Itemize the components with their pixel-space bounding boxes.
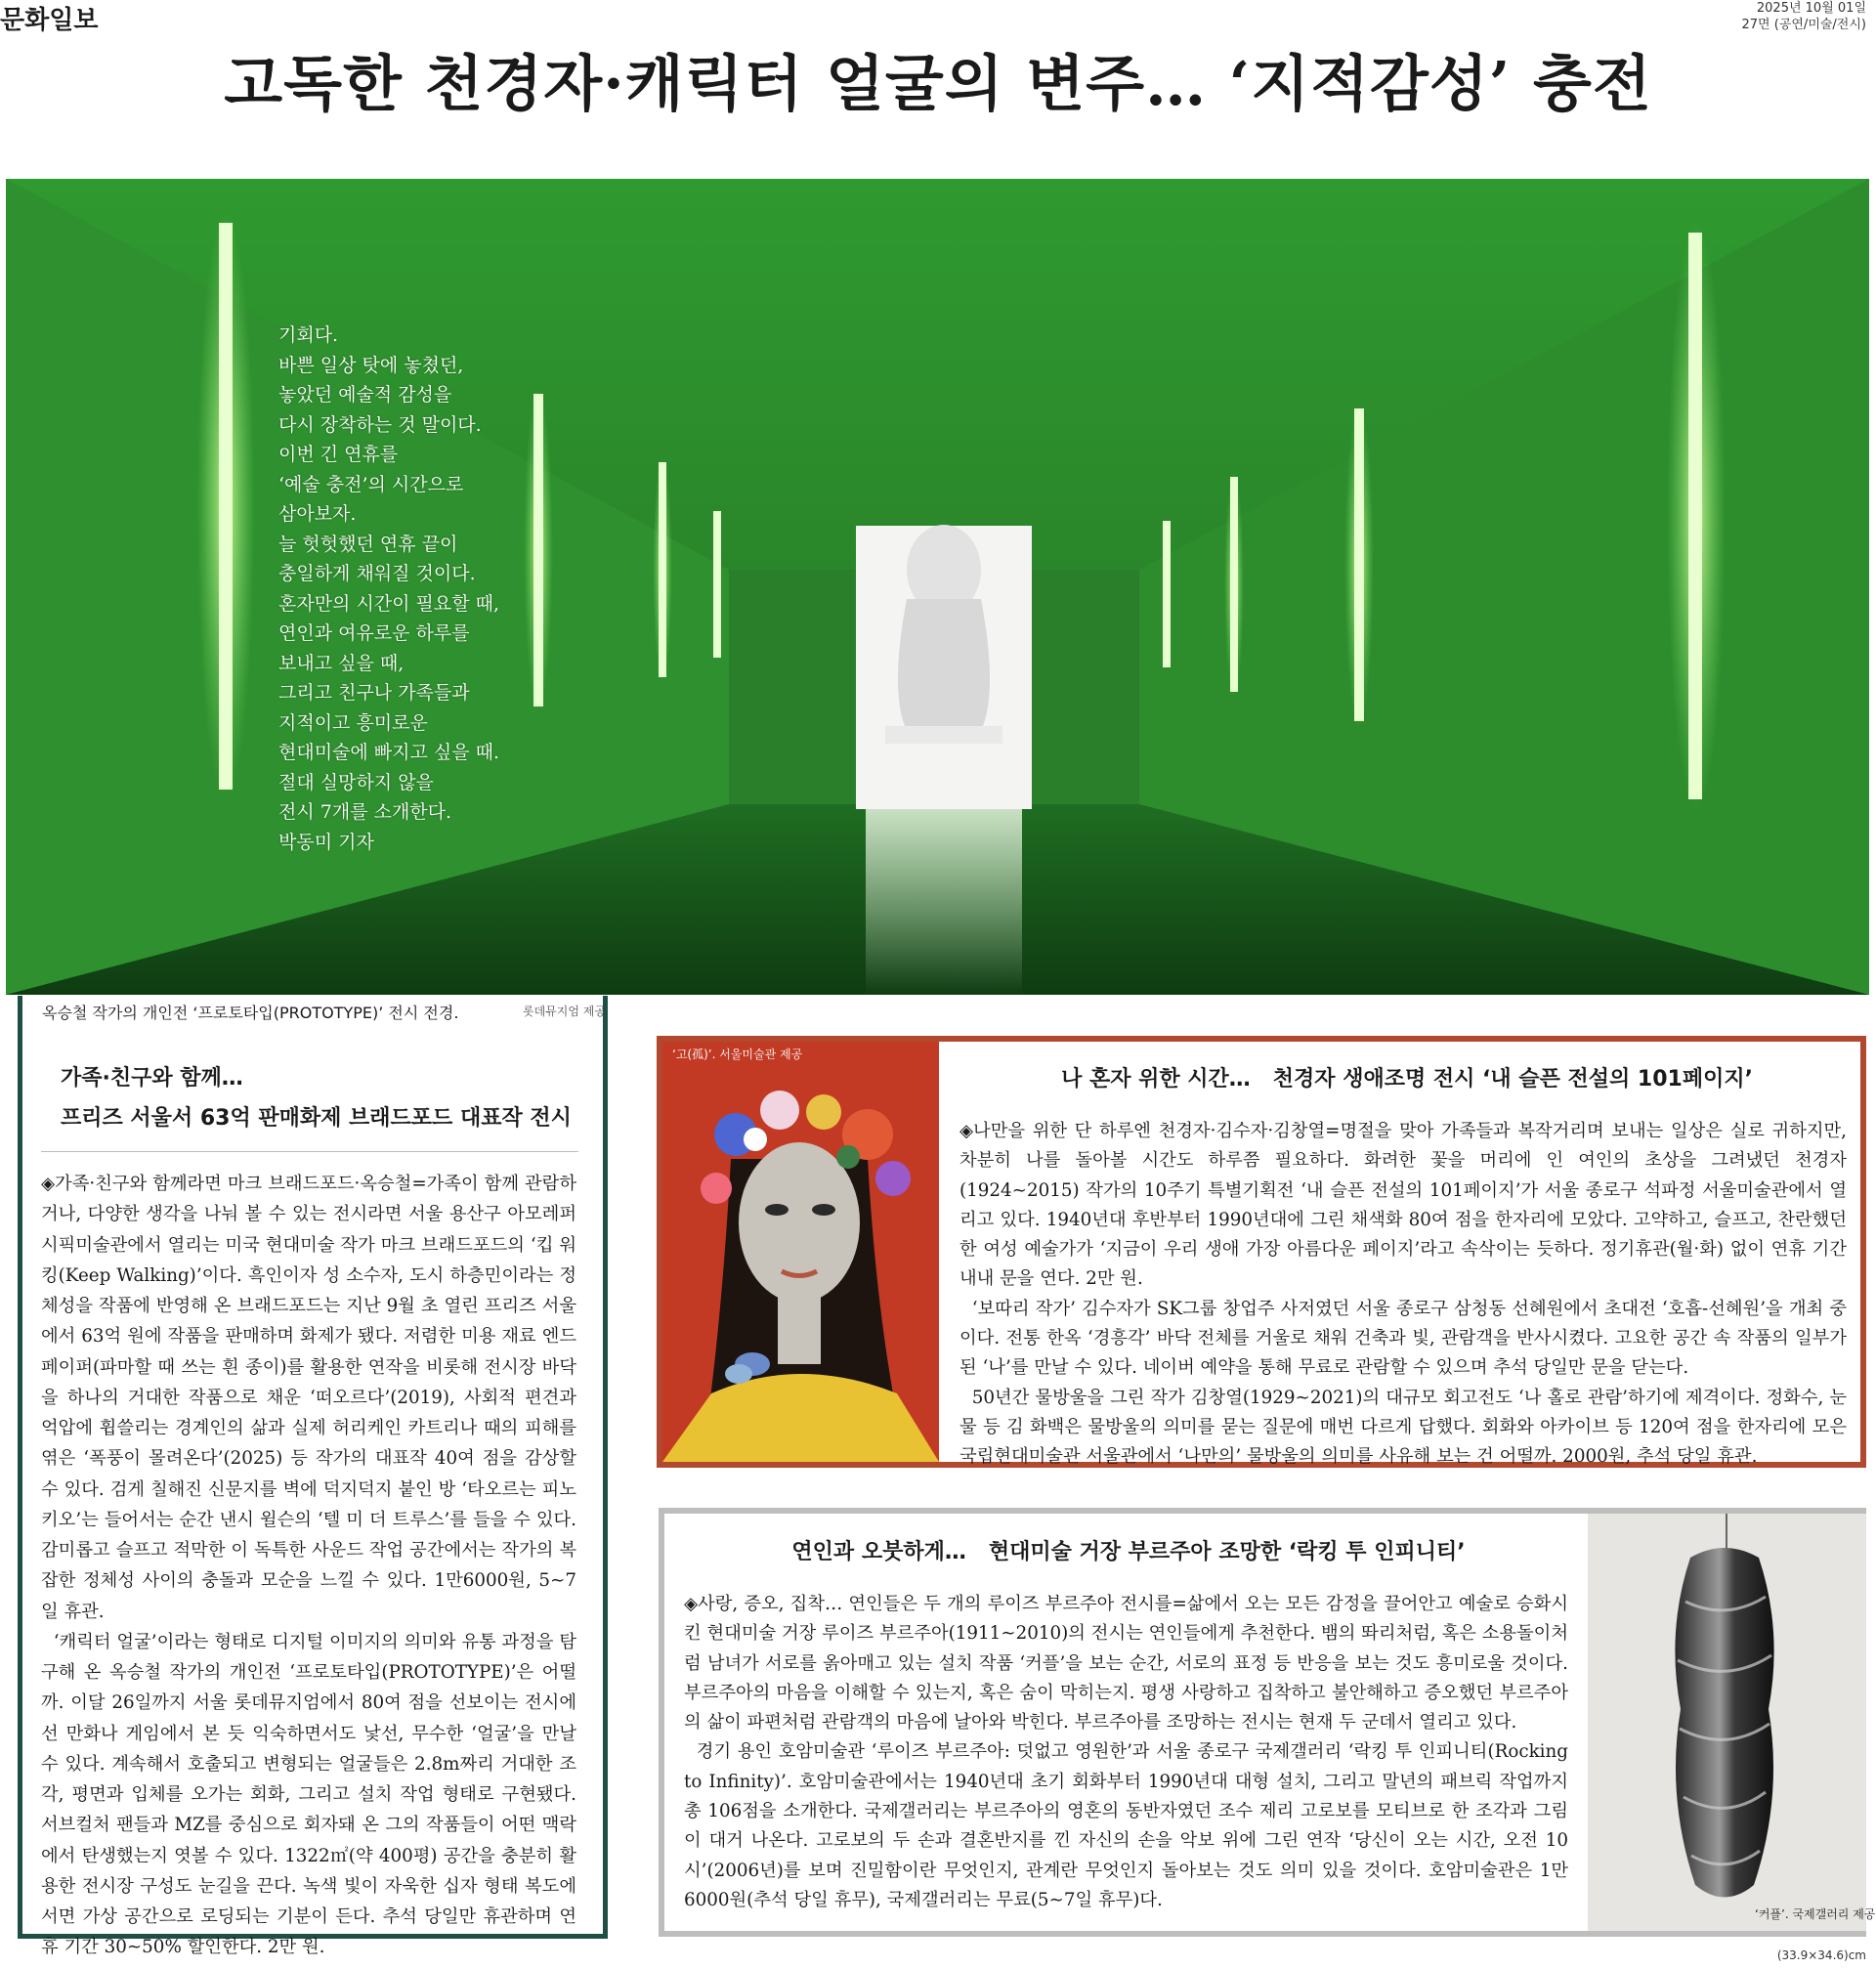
paragraph: 50년간 물방울을 그린 작가 김창열(1929∼2021)의 대규모 회고전도 ‘나 홀로 관람’하기에 제격이다. 정화수, 눈물 등 김 화백은 물방울의 의미를 묻는 질문에 매번 다르게 답했다. 회화와 아카이브 등 120여 점을 한자리에 모은 국립현대미술관 서울관에서 ‘나만의’ 물방울의 의미를 사유해 보는 건 어떨까. 2000원, 추석 당일 휴관. (959, 1387, 1847, 1468)
floor-reflection (866, 809, 1022, 995)
paragraph: 경기 용인 호암미술관 ‘루이즈 부르주아: 덧없고 영원한’과 서울 종로구 국제갤러리 ‘락킹 투 인피니티(Rocking to Infinity)’. 호암미술관에서는 1940년대 초기 회화부터 1990년대 대형 설치, 그리고 말년의 패브릭 작업까지 총 106점을 소개한다. 국제갤러리는 부르주아의 영혼의 동반자였던 조수 제리 고로보를 모티브로 한 조각과 그림이 대거 나온다. 고로보의 두 손과 결혼반지를 낀 자신의 손을 악보 위에 그린 연작 ‘당신이 오는 시간, 오전 10시’(2006년)를 보며 진밀함이란 무엇인지, 관계란 무엇인지 돌아보는 것도 의미 있을 것이다. 호암미술관은 1만6000원(추석 당일 휴무), 국제갤러리는 무료(5∼7일 휴무)다. (684, 1741, 1568, 1910)
newspaper-masthead: 문화일보 (0, 6, 99, 35)
painting-caption: ‘고(孤)’. 서울미술관 제공 (672, 1048, 803, 1061)
main-photo-credit: 롯데뮤지엄 제공 (523, 1005, 606, 1018)
right-bottom-title: 현대미술 거장 부르주아 조망한 ‘락킹 투 인피니티’ (988, 1540, 1466, 1564)
intro-text: 기회다. 바쁜 일상 탓에 놓쳤던, 놓았던 예술적 감성을 다시 장착하는 것 말이다. 이번 긴 연휴를 ‘예술 충전’의 시간으로 삼아보자. 늘 헛헛했던 연휴 끝이 충일하게 채워질 것이다. 혼자만의 시간이 필요할 때, 연인과 여유로운 하루를 보내고 싶을 때, 그리고 친구나 가족들과 지적이고 흥미로운 현대미술에 빠지고 싶을 때. 절대 실망하지 않을 전시 7개를 소개한다. 박동미 기자 (278, 324, 500, 853)
paragraph: ◈나만을 위한 단 하루엔 천경자·김수자·김창열=명절을 맞아 가족들과 복작거리며 보내는 일상은 실로 귀하지만, 차분히 나를 돌아볼 시간도 하루쯤 필요하다. 화려한 꽃을 머리에 인 여인의 초상을 그려냈던 천경자(1924∼2015) 작가의 10주기 특별기획전 ‘내 슬픈 전설의 101페이지’가 서울 종로구 석파정 서울미술관에서 열리고 있다. 1940년대 후반부터 1990년대에 그린 채색화 80여 점을 한자리에 모았다. 고약하고, 슬프고, 찬란했던 한 여성 예술가가 ‘지금이 우리 생애 가장 아름다운 페이지’라고 속삭이는 듯하다. 정기휴관(월·화) 없이 연휴 기간 내내 문을 연다. 2만 원. (959, 1121, 1847, 1290)
left-article-divider (41, 1151, 578, 1152)
issue-date: 2025년 10월 01일 (1756, 1, 1866, 16)
paragraph: ‘보따리 작가’ 김수자가 SK그룹 창업주 사저였던 서울 종로구 삼청동 선혜원에서 초대전 ‘호흡-선혜원’을 개최 중이다. 전통 한옥 ‘경흥각’ 바닥 전체를 거울로 채워 건축과 빛, 관람객을 반사시켰다. 고요한 공간 속 작품의 일부가 된 ‘나’를 만날 수 있다. 네이버 예약을 통해 무료로 관람할 수 있으며 추석 당일만 문을 닫는다. (959, 1298, 1847, 1379)
left-article-body (41, 1169, 576, 1963)
page-headline: 고독한 천경자·캐릭터 얼굴의 변주… ‘지적감성’ 충전 (224, 48, 1652, 119)
page-dimensions: (33.9×34.6)cm (1776, 1948, 1866, 1962)
right-top-article-heading (967, 1062, 1847, 1092)
dateline (1742, 0, 1866, 33)
sculpture-illustration (1588, 1514, 1866, 1931)
page-section: 27면 (공연/미술/전시) (1741, 18, 1866, 32)
right-top-article-body (959, 1117, 1847, 1473)
painting-portrait-flowers (662, 1042, 939, 1462)
paragraph: ◈사랑, 증오, 집착… 연인들은 두 개의 루이즈 부르주아 전시를=삶에서 오는 모든 감정을 끌어안고 예술로 승화시킨 현대미술 거장 루이즈 부르주아(1911∼2010)의 전시는 연인들에게 추천한다. 뱀의 똬리처럼, 혹은 소용돌이처럼 남녀가 서로를 옭아매고 있는 설치 작품 ‘커플’을 보는 순간, 서로의 표정 등 반응을 보는 것도 흥미로울 것이다. 부르주아의 마음을 이해할 수 있는지, 혹은 숨이 막히는지. 평생 사랑하고 집착하고 불안해하고 증오했던 부르주아의 삶이 파편처럼 관람객의 마음에 날아와 박힌다. 부르주아를 조망하는 전시는 현재 두 군데서 열리고 있다. (684, 1594, 1568, 1734)
right-bottom-article-heading (684, 1535, 1573, 1565)
paragraph: ◈가족·친구와 함께라면 마크 브래드포드·옥승철=가족이 함께 관람하거나, 다양한 생각을 나눠 볼 수 있는 전시라면 서울 용산구 아모레퍼시픽미술관에서 열리는 미국 현대미술 작가 마크 브래드포드의 ‘킵 워킹(Keep Walking)’이다. 흑인이자 성 소수자, 도시 하층민이라는 정체성을 작품에 반영해 온 브래드포드는 지난 9월 초 열린 프리즈 서울에서 63억 원에 작품을 판매하며 화제가 됐다. 저렴한 미용 재료 엔드페이퍼(파마할 때 쓰는 흰 종이)를 활용한 연작을 비롯해 전시장 바닥을 하나의 거대한 작품으로 채운 ‘떠오르다’(2019), 사회적 편견과 억압에 휩쓸리는 경계인의 삶과 실제 허리케인 카트리나 때의 피해를 엮은 ‘폭풍이 몰려온다’(2025) 등 작가의 대표작 40여 점을 감상할 수 있다. 검게 칠해진 신문지를 벽에 덕지덕지 붙인 방 ‘타오르는 피노키오’는 들어서는 순간 낸시 윌슨의 ‘텔 미 더 트루스’를 들을 수 있다. 감미롭고 슬프고 적막한 이 독특한 사운드 작업 공간에서는 작가의 복잡한 정체성 사이의 충돌과 모순을 느낄 수 있다. 1만6000원, 5∼7일 휴관. (41, 1174, 576, 1622)
right-bottom-kicker: 연인과 오붓하게… (791, 1540, 966, 1564)
paragraph: ‘캐릭터 얼굴’이라는 형태로 디지털 이미지의 의미와 유통 과정을 탐구해 온 옥승철 작가의 개인전 ‘프로토타입(PROTOTYPE)’은 어떨까. 이달 26일까지 서울 롯데뮤지엄에서 80여 점을 선보이는 전시에선 만화나 게임에서 본 듯 익숙하면서도 낯선, 무수한 ‘얼굴’을 만날 수 있다. 계속해서 호출되고 변형되는 얼굴들은 2.8m짜리 거대한 조각, 평면과 입체를 오가는 회화, 그리고 설치 작업 형태로 구현됐다. 서브컬처 팬들과 MZ를 중심으로 회자돼 온 그의 작품들이 어떤 맥락에서 탄생했는지 엿볼 수 있다. 1322㎡(약 400평) 공간을 충분히 활용한 전시장 구성도 눈길을 끈다. 녹색 빛이 자욱한 십자 형태 복도에 서면 가상 공간으로 로딩되는 기분이 든다. 추석 당일만 휴관하며 연휴 기간 30∼50% 할인한다. 2만 원. (41, 1631, 576, 1958)
left-article-kicker: 가족·친구와 함께… (61, 1066, 243, 1091)
right-top-kicker: 나 혼자 위한 시간… (1061, 1067, 1251, 1092)
sculpture-caption: ‘커플’. 국제갤러리 제공 (1755, 1907, 1876, 1921)
couple-sculpture-photo (1588, 1514, 1866, 1931)
right-bottom-article-body (684, 1590, 1568, 1915)
left-article-title: 프리즈 서울서 63억 판매화제 브래드포드 대표작 전시 (61, 1106, 572, 1131)
right-top-title: 천경자 생애조명 전시 ‘내 슬픈 전설의 101페이지’ (1272, 1067, 1753, 1092)
main-photo-caption: 옥승철 작가의 개인전 ‘프로토타입(PROTOTYPE)’ 전시 전경. (42, 1004, 459, 1022)
portrait-illustration (662, 1042, 939, 1462)
